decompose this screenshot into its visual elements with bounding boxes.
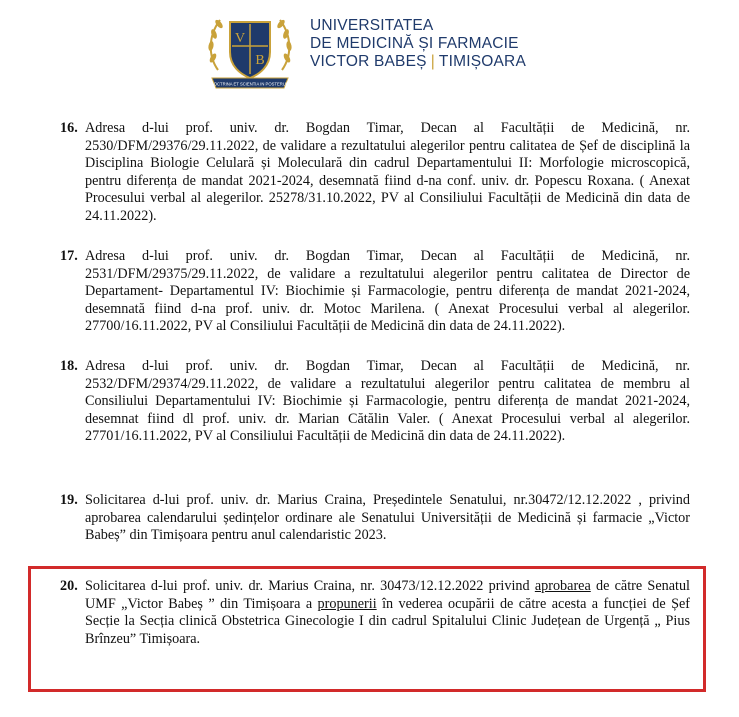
university-name bbox=[310, 17, 526, 71]
agenda-item-18 bbox=[60, 358, 690, 446]
item-text-part: Solicitarea d-lui prof. univ. dr. Marius Craina, nr. 30473/12.12.2022 privind bbox=[85, 578, 535, 594]
university-name-line-1: UNIVERSITATEA bbox=[310, 17, 434, 34]
university-name-city: TIMIȘOARA bbox=[438, 53, 526, 70]
agenda-item-19 bbox=[60, 492, 690, 545]
item-text-part: în vederea ocupării de către acesta a funcției de Șef Secție la Secția clinică Obstetrica Ginecologie I din cadrul Spitalului Clinic Județean de Urgență „ Pius Brînzeu” Timișoara. bbox=[85, 595, 690, 647]
item-text: Solicitarea d-lui prof. univ. dr. Marius Craina, Președintele Senatului, nr.30472/12.12.2022 , privind aprobarea calendarului ședințelor ordinare ale Senatului Universității de Medicină și farmacie „Victor Babeș” din Timișoara pentru anul calendaristic 2023. bbox=[85, 492, 690, 544]
university-logo bbox=[204, 8, 296, 92]
university-name-line-3 bbox=[310, 53, 526, 71]
item-text: Adresa d-lui prof. univ. dr. Bogdan Timar, Decan al Facultății de Medicină, nr. 2531/DFM/29375/29.11.2022, de validare a rezultatului alegerilor pentru calitatea de Director de Departament- Departamentul IV: Biochimie și Farmacologie, pentru diferența de mandat 2021-2024, desemnată fiind d-na prof. univ. dr. Motoc Marilena. ( Anexat Procesului verbal al alegerilor. 27700/16.11.2022, PV al Consiliului Facultății de Medicină din data de 24.11.2022). bbox=[85, 248, 690, 335]
item-number: 18. bbox=[60, 358, 78, 374]
logo-motto: DOCTRINA ET SCIENTIA IN POSTERUM bbox=[210, 81, 290, 87]
item-text: Adresa d-lui prof. univ. dr. Bogdan Timar, Decan al Facultății de Medicină, nr. 2530/DFM/29376/29.11.2022, de validare a rezultatului alegerilor pentru calitatea de Șef de disciplină la Disciplina Biologie Celulară și Moleculară din cadrul Departamentului II: Morfologie microscopică, pentru diferența de mandat 2021-2024, desemnată fiind d-na conf. univ. dr. Popescu Roxana. ( Anexat Procesului verbal al alegerilor. 25278/31.10.2022, PV al Consiliului Facultății de Medicină din data de 24.11.2022). bbox=[85, 120, 690, 224]
logo-letter-v: V bbox=[234, 31, 246, 46]
university-name-line-2: DE MEDICINĂ ȘI FARMACIE bbox=[310, 35, 519, 52]
item-number: 16. bbox=[60, 120, 78, 136]
item-number: 19. bbox=[60, 492, 78, 508]
underlined-word-aprobarea: aprobarea bbox=[534, 578, 591, 594]
agenda-item-16 bbox=[60, 120, 690, 226]
item-number: 20. bbox=[60, 578, 78, 594]
agenda-item-17 bbox=[60, 248, 690, 336]
logo-letter-b: B bbox=[255, 53, 265, 68]
university-name-victor-babes: VICTOR BABEȘ bbox=[310, 53, 427, 70]
underlined-word-propunerii: propunerii bbox=[317, 595, 377, 612]
name-separator: | bbox=[430, 53, 435, 70]
letterhead bbox=[0, 0, 739, 100]
highlight-box bbox=[28, 566, 706, 692]
item-text: Adresa d-lui prof. univ. dr. Bogdan Timar, Decan al Facultății de Medicină, nr. 2532/DFM/29374/29.11.2022, de validare a rezultatului alegerilor pentru calitatea de membru al Consiliului Departamentului IV: Biochimie și Farmacologie, pentru diferența de mandat 2021-2024, desemnat fiind dl prof. univ. dr. Marian Cătălin Valer. ( Anexat Procesului verbal al alegerilor. 27701/16.11.2022, PV al Consiliului Facultății de Medicină din data de 24.11.2022). bbox=[85, 358, 690, 445]
item-text-part: de către Senatul UMF „Victor Babeș ” din Timișoara a bbox=[85, 578, 690, 612]
item-number: 17. bbox=[60, 248, 78, 264]
